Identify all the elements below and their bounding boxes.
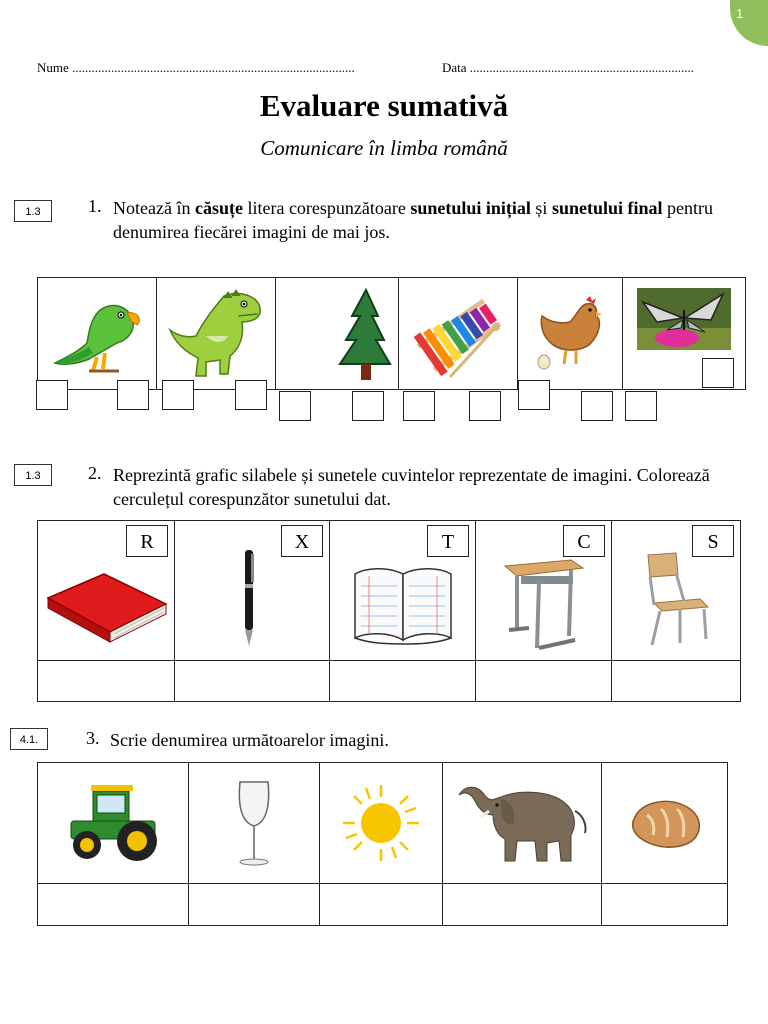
fir-tree-icon xyxy=(328,286,398,382)
name-field-label: Nume ....................................................................................... xyxy=(37,60,355,75)
q3-table xyxy=(37,762,728,926)
q2-letter-box: R xyxy=(126,525,168,557)
q2-cell-book xyxy=(38,521,175,661)
q3-answer-cell-2[interactable] xyxy=(189,884,320,926)
q2-answer-cell-2[interactable] xyxy=(175,661,330,702)
q2-answer-cell-3[interactable] xyxy=(330,661,476,702)
q3-cell-tractor xyxy=(38,763,189,884)
page-title: Evaluare sumativă xyxy=(259,88,509,123)
answer-box-hen-final[interactable] xyxy=(581,391,613,421)
q2-instruction: Reprezintă grafic silabele și sunetele cuvintelor reprezentate de imagini. Colorează cerculețul corespunzător sunetului dat. xyxy=(113,465,710,509)
page-number: 1 xyxy=(736,6,744,21)
q1-cell-fir-tree xyxy=(276,278,399,390)
q2-letter-box: X xyxy=(281,525,323,557)
q1-cell-parrot xyxy=(38,278,157,390)
answer-box-parrot-final[interactable] xyxy=(117,380,149,410)
q2-cell-pen xyxy=(175,521,330,661)
answer-box-fir-tree-final[interactable] xyxy=(352,391,384,421)
answer-box-xylophone-initial[interactable] xyxy=(403,391,435,421)
q1-competence-tag: 1.3 xyxy=(14,200,52,222)
elephant-icon xyxy=(451,781,593,865)
butterfly-icon xyxy=(637,288,731,350)
xylophone-icon xyxy=(410,289,506,379)
q1-number: 1. xyxy=(88,196,102,216)
answer-box-fir-tree-initial[interactable] xyxy=(279,391,311,421)
answer-box-dinosaur-initial[interactable] xyxy=(162,380,194,410)
q2-answer-cell-1[interactable] xyxy=(38,661,175,702)
answer-box-hen-initial[interactable] xyxy=(518,380,550,410)
chair-icon xyxy=(640,551,712,651)
q2-letter-box: S xyxy=(692,525,734,557)
q1-cell-dinosaur xyxy=(157,278,276,390)
answer-box-butterfly-initial[interactable] xyxy=(625,391,657,421)
q2-cell-notebook xyxy=(330,521,476,661)
q2-cell-desk xyxy=(476,521,612,661)
q2-competence-tag: 1.3 xyxy=(14,464,52,486)
q3-cell-sun xyxy=(320,763,443,884)
wine-glass-icon xyxy=(234,778,274,868)
q3-competence-tag: 4.1. xyxy=(10,728,48,750)
q1-image-table xyxy=(37,277,746,390)
q3-instruction: Scrie denumirea următoarelor imagini. xyxy=(110,730,389,750)
answer-box-parrot-initial[interactable] xyxy=(36,380,68,410)
q3-number: 3. xyxy=(86,728,100,748)
q2-answer-cell-4[interactable] xyxy=(476,661,612,702)
q3-answer-cell-1[interactable] xyxy=(38,884,189,926)
page-number-badge xyxy=(730,0,768,46)
book-icon xyxy=(44,568,168,644)
q3-answer-cell-5[interactable] xyxy=(602,884,728,926)
q2-table xyxy=(37,520,741,702)
q2-cell-chair xyxy=(612,521,741,661)
answer-box-butterfly-final[interactable] xyxy=(702,358,734,388)
q1-instruction: Notează în căsuțe litera corespunzătoare sunetului inițial și sunetului final pentru denumirea fiecărei imagini de mai jos. xyxy=(113,198,713,242)
tractor-icon xyxy=(63,781,163,865)
dinosaur-icon xyxy=(166,286,266,382)
pen-icon xyxy=(235,548,265,648)
date-field-label: Data ..................................................................... xyxy=(442,60,695,75)
q2-letter-box: C xyxy=(563,525,605,557)
q3-cell-bread xyxy=(602,763,728,884)
page-subtitle: Comunicare în limba română xyxy=(260,136,508,160)
q3-cell-wine-glass xyxy=(189,763,320,884)
q1-cell-xylophone xyxy=(399,278,518,390)
q1-cell-hen xyxy=(518,278,623,390)
notebook-icon xyxy=(351,564,455,648)
bread-icon xyxy=(625,793,705,853)
answer-box-dinosaur-final[interactable] xyxy=(235,380,267,410)
q2-number: 2. xyxy=(88,463,102,483)
q2-answer-cell-5[interactable] xyxy=(612,661,741,702)
hen-icon xyxy=(532,294,608,374)
parrot-icon xyxy=(49,291,145,377)
answer-box-xylophone-final[interactable] xyxy=(469,391,501,421)
q3-answer-cell-4[interactable] xyxy=(443,884,602,926)
sun-icon xyxy=(341,783,421,863)
q2-letter-box: T xyxy=(427,525,469,557)
desk-icon xyxy=(499,556,589,656)
q3-answer-cell-3[interactable] xyxy=(320,884,443,926)
q3-cell-elephant xyxy=(443,763,602,884)
